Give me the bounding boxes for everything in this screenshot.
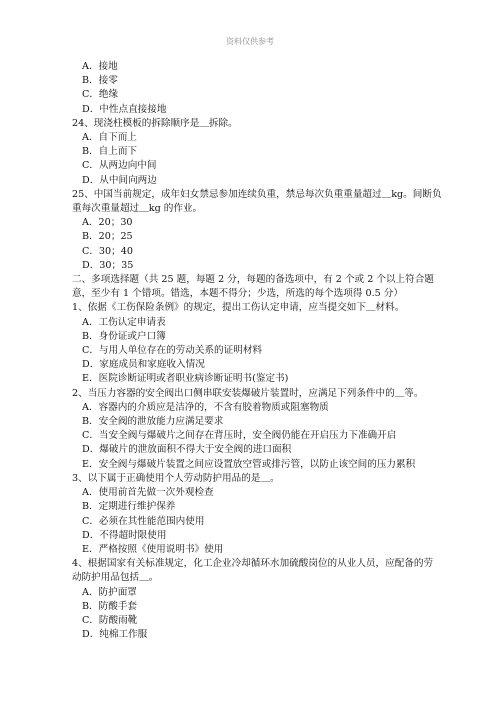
question-text: 25、中国当前规定，成年妇女禁忌参加连续负重，禁忌每次负重重量超过＿kg。间断负重每次重量超过＿kg 的作业。 xyxy=(72,188,442,215)
answer-option: A．接地 xyxy=(82,61,118,72)
page-header: 资料仅供参考 xyxy=(226,37,274,46)
answer-option: A．容器内的介质应是洁净的，不含有胶着物质或阻塞物质 xyxy=(82,401,329,413)
answer-option: E．严格按照《使用说明书》使用 xyxy=(82,543,224,555)
answer-option: B．接零 xyxy=(82,75,118,87)
question-text: 4、根据国家有关标准规定，化工企业冷却循环水加硫酸岗位的从业人员，应配备的劳动防护用品包括＿。 xyxy=(72,558,434,584)
answer-option: C．与用人单位存在的劳动关系的证明材料 xyxy=(82,345,263,357)
question-text: 3、以下属于正确使用个人劳动防护用品的是＿。 xyxy=(72,472,280,484)
answer-option: B．20；25 xyxy=(82,231,133,243)
answer-option: C．必须在其性能范围内使用 xyxy=(82,515,205,527)
answer-option: D．不得超时限使用 xyxy=(82,529,167,541)
answer-option: A．使用前首先做一次外观检查 xyxy=(82,487,214,499)
answer-option: B．身份证或户口簿 xyxy=(82,330,166,342)
answer-option: C．从两边向中间 xyxy=(82,160,157,172)
answer-option: D．爆破片的泄放面积不得大于安全阀的进口面积 xyxy=(82,444,292,456)
answer-option: B．安全阀的泄放能力应满足要求 xyxy=(82,416,224,428)
answer-option: E．医院诊断证明或者职业病诊断证明书(鉴定书) xyxy=(82,373,289,385)
answer-option: D．中性点直接接地 xyxy=(82,103,167,115)
answer-option: C．防酸雨靴 xyxy=(82,614,138,626)
answer-option: C．当安全阀与爆破片之间存在背压时，安全阀仍能在开启压力下准确开启 xyxy=(82,430,397,442)
answer-option: D．纯棉工作服 xyxy=(82,629,148,641)
answer-option: E．安全阀与爆破片装置之间应设置放空管或排污管，以防止该空间的压力累积 xyxy=(82,458,416,470)
answer-option: D．从中间向两边 xyxy=(82,174,157,186)
answer-option: C．绝缘 xyxy=(82,89,119,101)
question-text: 2、当压力容器的安全阀出口侧串联安装爆破片装置时，应满足下列条件中的＿等。 xyxy=(72,387,424,399)
answer-option: B．防酸手套 xyxy=(82,600,138,612)
answer-option: A．工伤认定申请表 xyxy=(82,316,166,328)
question-text: 二、多项选择题（共 25 题，每题 2 分，每题的备选项中，有 2 个或 2 个以上符合题意，至少有 1 个错项。错选，本题不得分；少选，所选的每个选项得 0.5 分） xyxy=(72,274,434,300)
question-text: 1、依据《工伤保险条例》的规定，提出工伤认定申请，应当提交如下＿材料。 xyxy=(72,302,405,314)
answer-option: D．30；35 xyxy=(82,259,134,271)
answer-option: A．自下而上 xyxy=(82,132,137,144)
document-body xyxy=(72,60,442,642)
answer-option: A．20；30 xyxy=(82,217,133,229)
question-text: 24、现浇柱模板的拆除顺序是＿拆除。 xyxy=(72,117,238,129)
answer-option: B．自上而下 xyxy=(82,146,138,158)
answer-option: D．家庭成员和家庭收入情况 xyxy=(82,359,205,371)
answer-option: B．定期进行维护保养 xyxy=(82,501,176,513)
answer-option: C．30；40 xyxy=(82,245,133,257)
answer-option: A．防护面罩 xyxy=(82,586,137,598)
